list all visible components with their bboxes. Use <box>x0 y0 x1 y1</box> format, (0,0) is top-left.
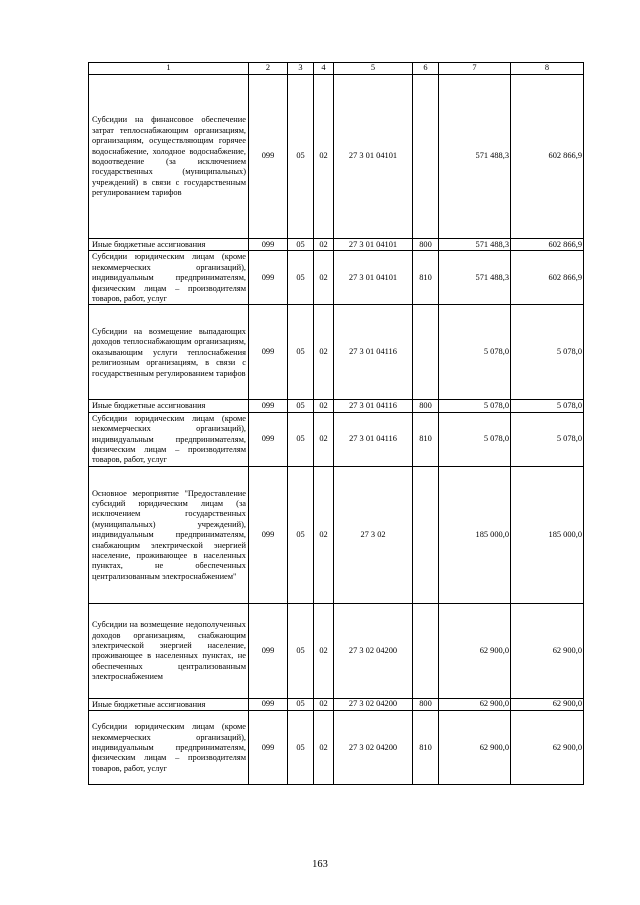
row-name-cell: Иные бюджетные ассигнования <box>89 239 249 251</box>
subsection-code-cell: 02 <box>314 239 334 251</box>
target-article-cell: 27 3 02 <box>334 466 413 603</box>
amount-year1-cell: 5 078,0 <box>439 400 511 412</box>
expense-type-cell <box>413 603 439 698</box>
header-cell-8: 8 <box>511 63 584 75</box>
row-name-cell: Иные бюджетные ассигнования <box>89 400 249 412</box>
ministry-code-cell: 099 <box>249 305 288 400</box>
section-code-cell: 05 <box>288 698 314 710</box>
section-code-cell: 05 <box>288 400 314 412</box>
subsection-code-cell: 02 <box>314 698 334 710</box>
amount-year1-cell: 5 078,0 <box>439 412 511 466</box>
ministry-code-cell: 099 <box>249 466 288 603</box>
page-number: 163 <box>312 859 328 870</box>
ministry-code-cell: 099 <box>249 412 288 466</box>
header-cell-7: 7 <box>439 63 511 75</box>
section-code-cell: 05 <box>288 466 314 603</box>
section-code-cell: 05 <box>288 305 314 400</box>
row-name-cell: Субсидии юридическим лицам (кроме некоммерческих организаций), индивидуальным предпринимателям, физическим лицам – производителям товаров, работ, услуг <box>89 412 249 466</box>
table-row <box>89 698 584 710</box>
table-row <box>89 603 584 698</box>
subsection-code-cell: 02 <box>314 603 334 698</box>
target-article-cell: 27 3 01 04101 <box>334 75 413 239</box>
table-row <box>89 412 584 466</box>
expense-type-cell <box>413 466 439 603</box>
expense-type-cell: 810 <box>413 251 439 305</box>
table-row <box>89 305 584 400</box>
subsection-code-cell: 02 <box>314 75 334 239</box>
ministry-code-cell: 099 <box>249 698 288 710</box>
ministry-code-cell: 099 <box>249 75 288 239</box>
expense-type-cell: 810 <box>413 412 439 466</box>
subsection-code-cell: 02 <box>314 711 334 785</box>
expense-type-cell <box>413 75 439 239</box>
target-article-cell: 27 3 02 04200 <box>334 698 413 710</box>
section-code-cell: 05 <box>288 75 314 239</box>
expense-type-cell: 800 <box>413 400 439 412</box>
header-cell-5: 5 <box>334 63 413 75</box>
header-cell-3: 3 <box>288 63 314 75</box>
section-code-cell: 05 <box>288 603 314 698</box>
amount-year2-cell: 5 078,0 <box>511 412 584 466</box>
expense-type-cell: 800 <box>413 698 439 710</box>
expense-type-cell <box>413 305 439 400</box>
row-name-cell: Иные бюджетные ассигнования <box>89 698 249 710</box>
target-article-cell: 27 3 01 04101 <box>334 251 413 305</box>
target-article-cell: 27 3 02 04200 <box>334 603 413 698</box>
subsection-code-cell: 02 <box>314 412 334 466</box>
amount-year2-cell: 602 866,9 <box>511 239 584 251</box>
section-code-cell: 05 <box>288 412 314 466</box>
budget-table <box>88 62 584 785</box>
row-name-cell: Субсидии на возмещение недополученных доходов организациям, снабжающим электрической энергией население, проживающее в населенных пунктах, не обеспеченных централизованным электроснабжением <box>89 603 249 698</box>
amount-year2-cell: 5 078,0 <box>511 400 584 412</box>
table-row <box>89 75 584 239</box>
amount-year1-cell: 62 900,0 <box>439 698 511 710</box>
amount-year2-cell: 602 866,9 <box>511 75 584 239</box>
row-name-cell: Субсидии юридическим лицам (кроме некоммерческих организаций), индивидуальным предпринимателям, физическим лицам – производителям товаров, работ, услуг <box>89 251 249 305</box>
ministry-code-cell: 099 <box>249 711 288 785</box>
amount-year1-cell: 571 488,3 <box>439 239 511 251</box>
target-article-cell: 27 3 01 04101 <box>334 239 413 251</box>
target-article-cell: 27 3 01 04116 <box>334 412 413 466</box>
ministry-code-cell: 099 <box>249 251 288 305</box>
table-row <box>89 711 584 785</box>
subsection-code-cell: 02 <box>314 400 334 412</box>
row-name-cell: Субсидии на финансовое обеспечение затрат теплоснабжающим организациям, организациям, осуществляющим горячее водоснабжение, холодное водоснабжение, водоотведение (за исключением государственных (муниципальных) учреждений) в связи с государственным регулированием тарифов <box>89 75 249 239</box>
amount-year2-cell: 62 900,0 <box>511 711 584 785</box>
table-row <box>89 239 584 251</box>
amount-year2-cell: 62 900,0 <box>511 603 584 698</box>
header-cell-6: 6 <box>413 63 439 75</box>
subsection-code-cell: 02 <box>314 251 334 305</box>
section-code-cell: 05 <box>288 711 314 785</box>
header-cell-1: 1 <box>89 63 249 75</box>
row-name-cell: Субсидии на возмещение выпадающих доходов теплоснабжающим организациям, оказывающим услуги теплоснабжения религиозным организациям, в связи с государственным регулированием тарифов <box>89 305 249 400</box>
amount-year1-cell: 5 078,0 <box>439 305 511 400</box>
target-article-cell: 27 3 02 04200 <box>334 711 413 785</box>
target-article-cell: 27 3 01 04116 <box>334 400 413 412</box>
ministry-code-cell: 099 <box>249 239 288 251</box>
amount-year2-cell: 185 000,0 <box>511 466 584 603</box>
ministry-code-cell: 099 <box>249 400 288 412</box>
amount-year1-cell: 62 900,0 <box>439 603 511 698</box>
table-body <box>89 63 584 785</box>
section-code-cell: 05 <box>288 239 314 251</box>
amount-year1-cell: 571 488,3 <box>439 75 511 239</box>
amount-year1-cell: 185 000,0 <box>439 466 511 603</box>
table-row <box>89 466 584 603</box>
amount-year1-cell: 62 900,0 <box>439 711 511 785</box>
amount-year1-cell: 571 488,3 <box>439 251 511 305</box>
row-name-cell: Основное мероприятие "Предоставление субсидий юридическим лицам (за исключением государственных (муниципальных) учреждений), индивидуальным предпринимателям, снабжающим электрической энергией население, проживающее в населенных пунктах, не обеспеченных централизованным электроснабжением" <box>89 466 249 603</box>
amount-year2-cell: 602 866,9 <box>511 251 584 305</box>
section-code-cell: 05 <box>288 251 314 305</box>
table-row <box>89 400 584 412</box>
header-cell-2: 2 <box>249 63 288 75</box>
expense-type-cell: 800 <box>413 239 439 251</box>
expense-type-cell: 810 <box>413 711 439 785</box>
row-name-cell: Субсидии юридическим лицам (кроме некоммерческих организаций), индивидуальным предпринимателям, физическим лицам – производителям товаров, работ, услуг <box>89 711 249 785</box>
header-cell-4: 4 <box>314 63 334 75</box>
amount-year2-cell: 62 900,0 <box>511 698 584 710</box>
subsection-code-cell: 02 <box>314 466 334 603</box>
table-row <box>89 251 584 305</box>
target-article-cell: 27 3 01 04116 <box>334 305 413 400</box>
subsection-code-cell: 02 <box>314 305 334 400</box>
ministry-code-cell: 099 <box>249 603 288 698</box>
header-row <box>89 63 584 75</box>
amount-year2-cell: 5 078,0 <box>511 305 584 400</box>
